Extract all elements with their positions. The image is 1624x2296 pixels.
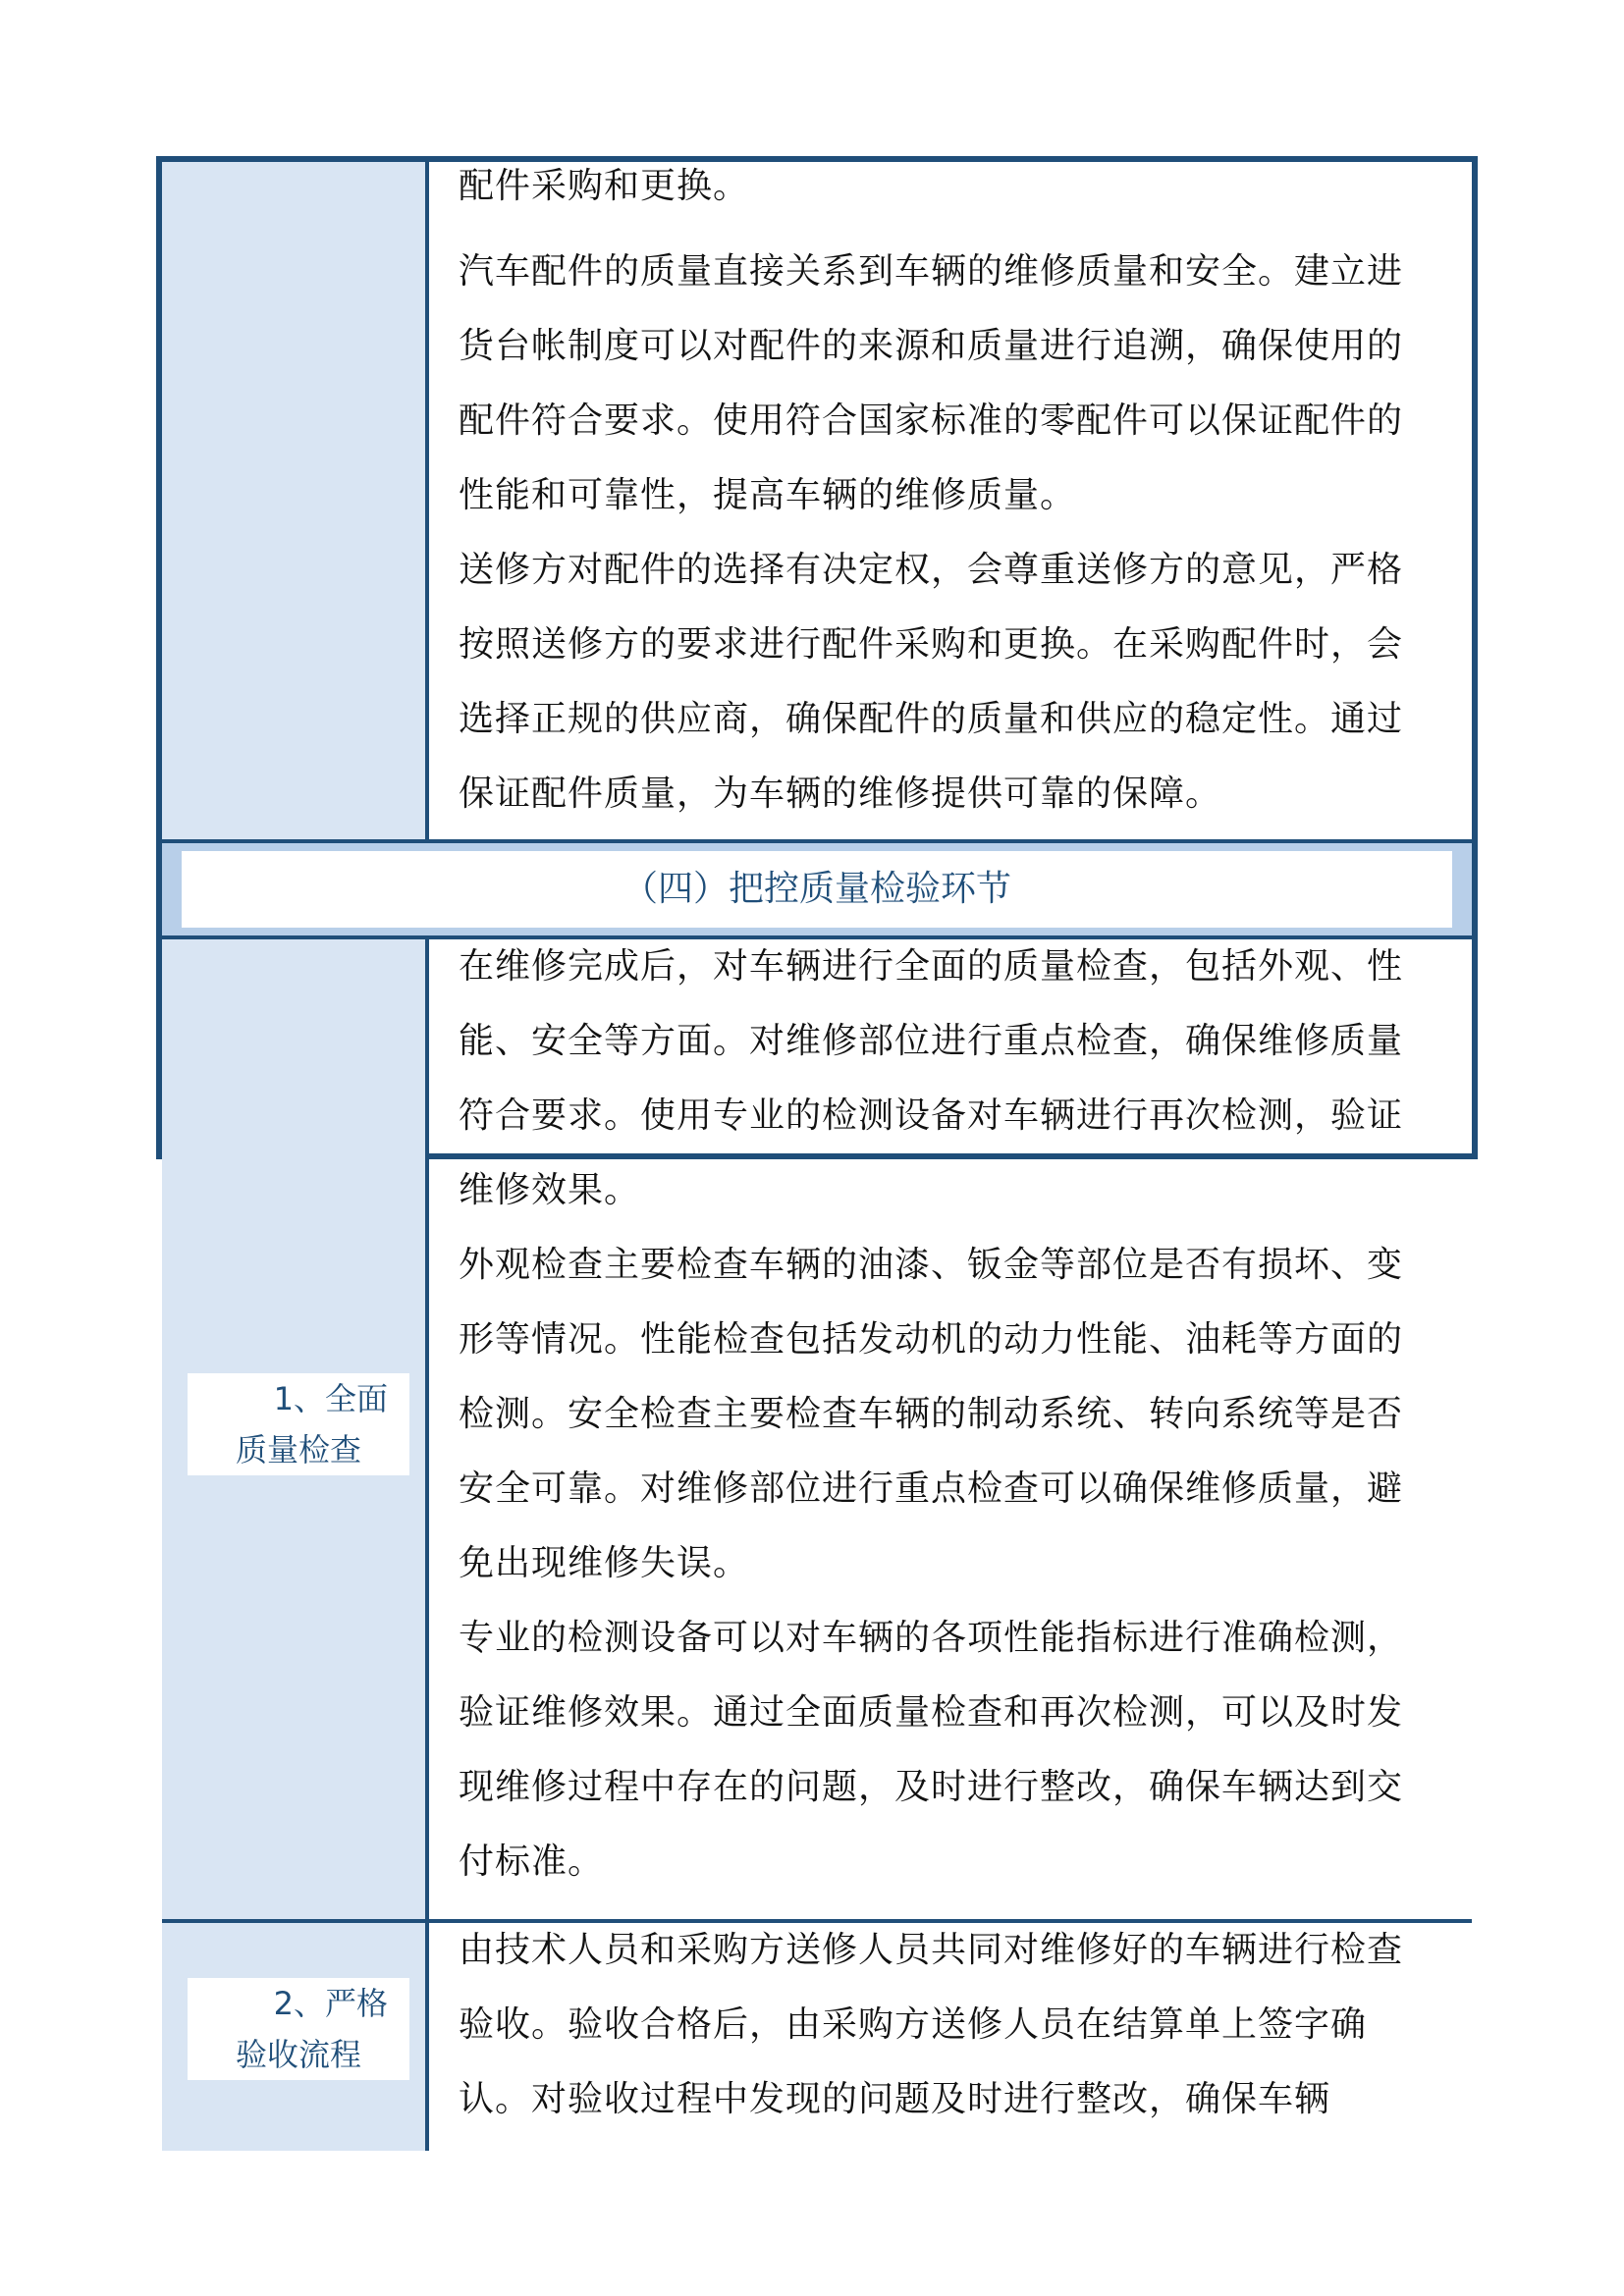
paragraph: 配件采购和更换。 [459,166,750,206]
section-header-row [162,843,1472,935]
table-row-quality-inspection [162,939,1472,1919]
row-content-cell [429,939,1472,1919]
row-label-line: 质量检查 [235,1431,361,1468]
row-label-line: 验收流程 [235,2036,361,2073]
paragraph: 在维修完成后，对车辆进行全面的质量检查，包括外观、性能、安全等方面。对维修部位进行重点检查，确保维修质量符合要求。使用专业的检测设备对车辆进行再次检测，验证维修效果。 [459,946,1404,1210]
row-content-cell [429,1923,1472,2151]
paragraph: 汽车配件的质量直接关系到车辆的维修质量和安全。建立进货台帐制度可以对配件的来源和质量进行追溯，确保使用的配件符合要求。使用符合国家标准的零配件可以保证配件的性能和可靠性，提高车辆的维修质量。 [459,251,1404,515]
paragraph: 外观检查主要检查车辆的油漆、钣金等部位是否有损坏、变形等情况。性能检查包括发动机的动力性能、油耗等方面的检测。安全检查主要检查车辆的制动系统、转向系统等是否安全可靠。对维修部位进行重点检查可以确保维修质量，避免出现维修失误。 [459,1245,1404,1583]
row-content-cell [429,162,1472,839]
document-table [156,156,1478,2119]
paragraph: 送修方对配件的选择有决定权，会尊重送修方的意见，严格按照送修方的要求进行配件采购和更换。在采购配件时，会选择正规的供应商，确保配件的质量和供应的稳定性。通过保证配件质量，为车辆的维修提供可靠的保障。 [459,550,1404,814]
table-row-parts-procurement [162,162,1472,839]
row-label [188,1978,409,2080]
row-label-cell [162,1923,429,2151]
row-label-line: 1、全面 [273,1380,388,1417]
row-label [188,1373,409,1475]
paragraph: 专业的检测设备可以对车辆的各项性能指标进行准确检测，验证维修效果。通过全面质量检查和再次检测，可以及时发现维修过程中存在的问题，及时进行整改，确保车辆达到交付标准。 [459,1618,1404,1882]
row-label-cell [162,939,429,1919]
table-row-acceptance [162,1923,1472,2151]
paragraph: 由技术人员和采购方送修人员共同对维修好的车辆进行检查验收。验收合格后，由采购方送修人员在结算单上签字确认。对验收过程中发现的问题及时进行整改，确保车辆 [459,1930,1404,2119]
row-label-line: 2、严格 [273,1985,388,2022]
section-title: （四）把控质量检验环节 [182,851,1452,928]
row-label-cell [162,162,429,839]
